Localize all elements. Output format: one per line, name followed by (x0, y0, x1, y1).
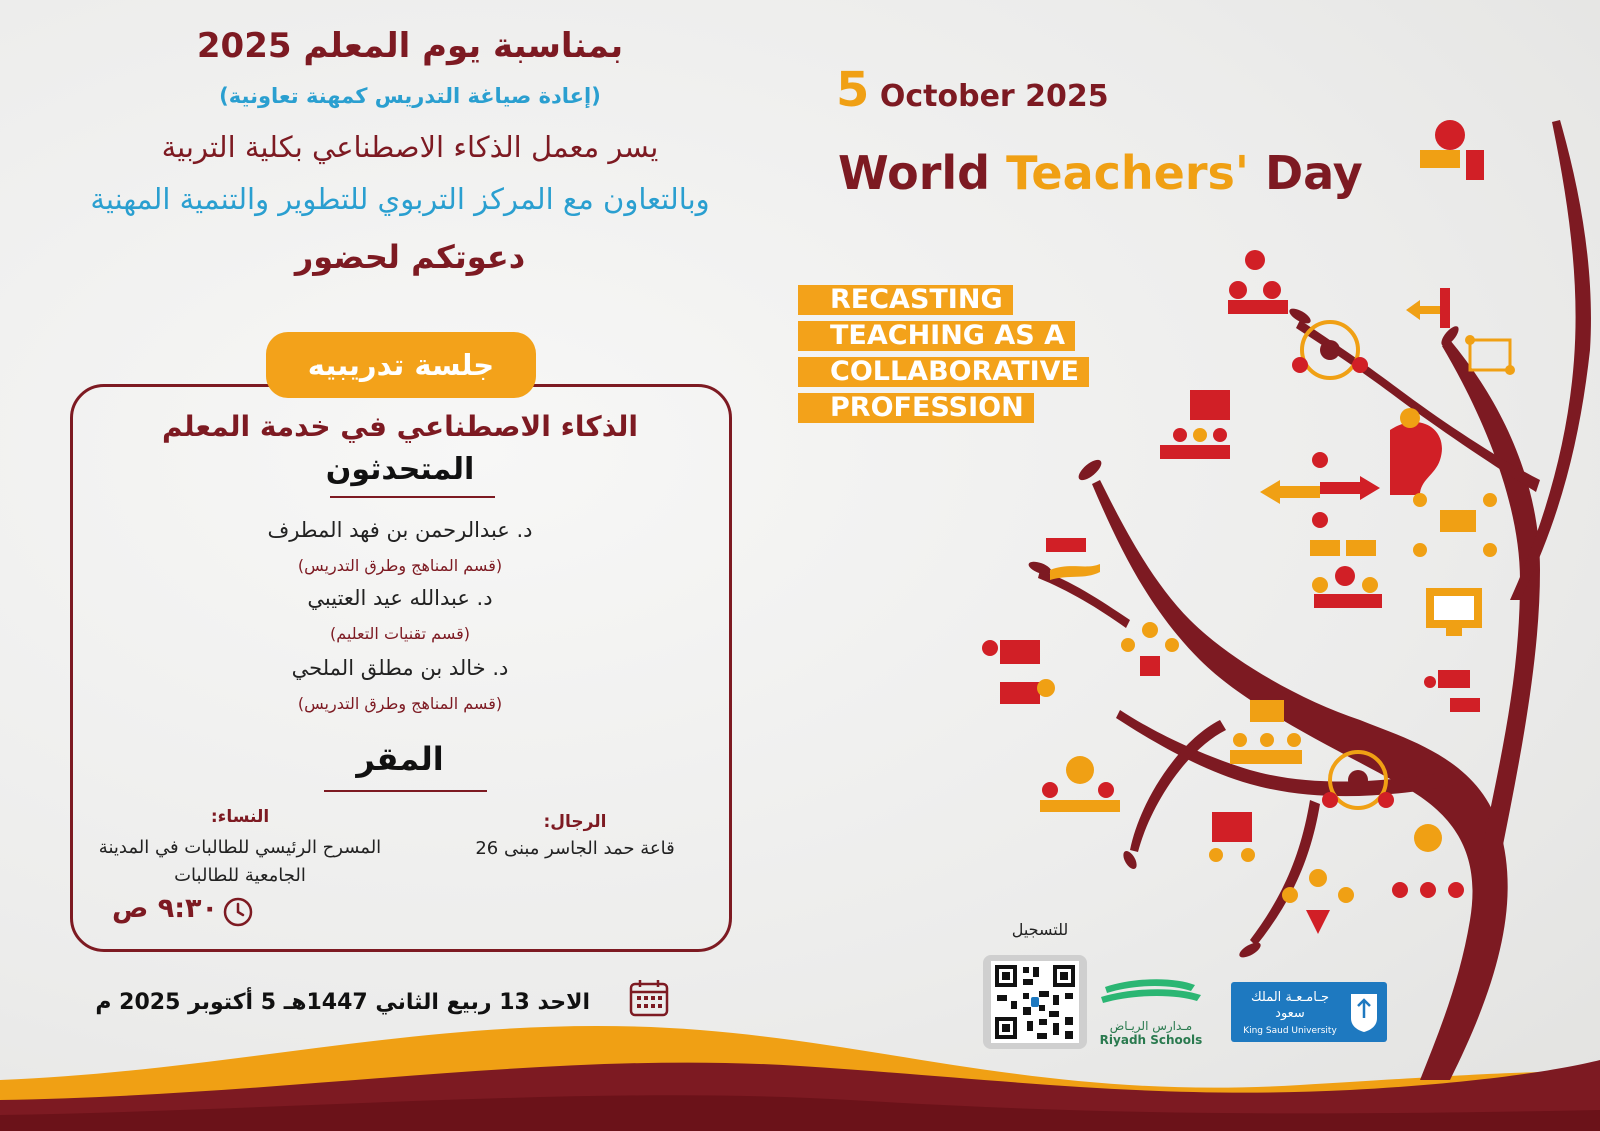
riyadh-schools-ar: مـدارس الريـاض (1109, 1019, 1193, 1033)
calendar-icon (628, 978, 670, 1018)
title-world: World (838, 146, 991, 200)
network-board-icon (1465, 335, 1515, 375)
exchange-arrows-icon (1260, 452, 1380, 528)
invitation-text: دعوتكم لحضور (294, 238, 526, 276)
speaker-name: د. خالد بن مطلق الملحي (291, 656, 509, 680)
registration-qr-code[interactable] (983, 955, 1087, 1049)
speaker-name: د. عبدالرحمن بن فهد المطرف (267, 518, 533, 542)
title-day: Day (1265, 146, 1363, 200)
idea-handshake-icon (1040, 756, 1120, 812)
riyadh-schools-mark-icon (1095, 975, 1207, 1015)
session-title: الذكاء الاصطناعي في خدمة المعلم (162, 410, 638, 443)
theme-line: RECASTING (798, 285, 1013, 315)
women-venue-place: المسرح الرئيسي للطالبات في المدينة الجامعية للطالبات (98, 837, 382, 886)
riyadh-schools-logo (1095, 975, 1207, 1053)
men-venue-label: الرجال: (543, 812, 607, 832)
theme-subtitle-ar: (إعادة صياغة التدريس كمهنة تعاونية) (219, 84, 601, 108)
group-raise-hands-icon (1228, 250, 1288, 314)
ksu-emblem-icon (1347, 990, 1381, 1034)
session-type-badge: جلسة تدريبيه (266, 332, 536, 398)
presentation-group-icon (1160, 390, 1230, 459)
event-title-en (838, 146, 1363, 200)
event-date-en (836, 62, 1109, 118)
speaker-dept: (قسم تقنيات التعليم) (329, 624, 470, 643)
book-hand-icon (1046, 538, 1100, 580)
clock-icon (222, 896, 254, 928)
partner-line: وبالتعاون مع المركز التربوي للتطوير والتنمية المهنية (90, 182, 710, 216)
men-venue-place: قاعة حمد الجاسر مبنى 26 (475, 838, 675, 859)
tree-leaves (1027, 306, 1462, 961)
idea-collaboration-icon (1420, 120, 1484, 180)
theme-line: TEACHING AS A (798, 321, 1075, 351)
ksu-logo (1231, 982, 1387, 1042)
date-month-year: October 2025 (879, 79, 1109, 114)
title-teachers: Teachers' (1006, 146, 1249, 200)
reading-group-icon (1413, 493, 1497, 557)
date-day: 5 (836, 62, 870, 118)
venue-heading: المقر (356, 740, 444, 778)
chat-person-icon (1424, 670, 1480, 712)
speakers-heading: المتحدثون (325, 452, 475, 487)
speaker-dept: (قسم المناهج وطرق التدريس) (297, 556, 503, 575)
qr-code-icon (983, 955, 1087, 1049)
team-board-icon (1209, 812, 1255, 862)
page-title: بمناسبة يوم المعلم 2025 (196, 26, 624, 66)
theme-line: PROFESSION (798, 393, 1034, 423)
online-learning-icon (1426, 588, 1482, 636)
speaker-dept: (قسم المناهج وطرق التدريس) (297, 694, 503, 713)
people-icons-cluster (982, 120, 1515, 934)
group-tree-icon (1121, 622, 1179, 676)
divider (330, 496, 495, 498)
riyadh-schools-en: Riyadh Schools (1099, 1033, 1203, 1047)
divider (324, 790, 487, 792)
gear-network-icon (1392, 824, 1464, 898)
ksu-name-en: King Saud University (1243, 1026, 1337, 1036)
register-label: للتسجيل (1011, 920, 1069, 939)
chat-group-icon (1310, 540, 1382, 608)
ksu-name-ar: جـامـعـة الملك سعود (1250, 990, 1330, 1021)
women-venue-label: النساء: (210, 807, 270, 827)
event-date-ar: الاحد 13 ربيع الثاني 1447هـ 5 أكتوبر 2025 م (95, 990, 590, 1015)
speech-bubbles-icon (982, 640, 1055, 704)
session-time: ٩:٣٠ ص (112, 893, 218, 924)
direction-arrows-icon (1406, 288, 1450, 328)
theme-line: COLLABORATIVE (798, 357, 1089, 387)
speaker-name: د. عبدالله عيد العتيبي (307, 586, 493, 610)
host-line: يسر معمل الذكاء الاصطناعي بكلية التربية (161, 130, 659, 164)
